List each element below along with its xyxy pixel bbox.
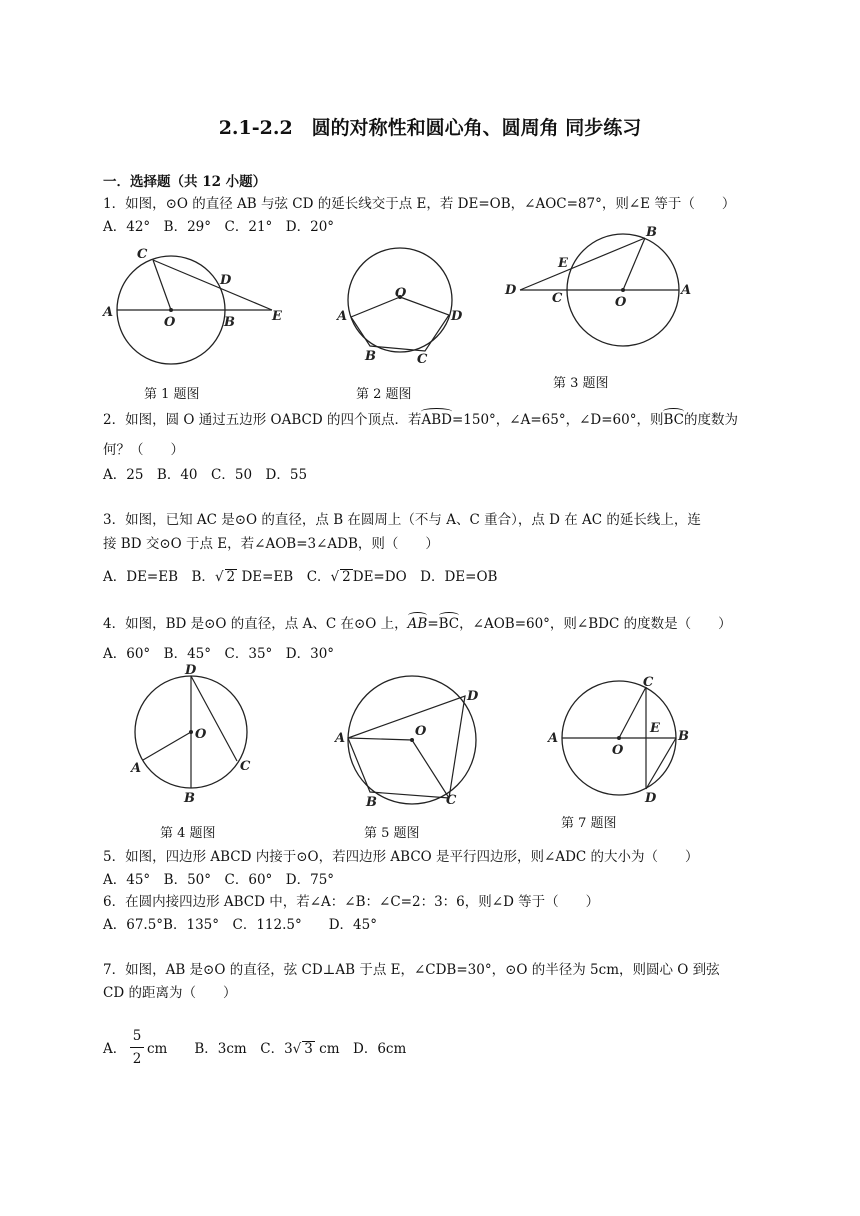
q2-stem-a: 2．如图，圆 O 通过五边形 OABCD 的四个顶点．若 [103, 412, 422, 428]
figure-3 [500, 222, 700, 372]
fig2-label-o: O [395, 286, 407, 301]
fig7-label-e: E [650, 721, 660, 736]
fig7-label-o: O [612, 743, 624, 758]
fig3-caption: 第 3 题图 [553, 376, 609, 391]
fig5-label-c: C [446, 793, 457, 808]
q3-stem-line2: 接 BD 交⊙O 于点 E，若∠AOB=3∠ADB，则（ ） [103, 536, 439, 552]
q7-stem-line1: 7．如图，AB 是⊙O 的直径，弦 CD⊥AB 于点 E，∠CDB=30°，⊙O 的半径为 5cm，则圆心 O 到弦 [103, 962, 720, 978]
q3-stem-line1: 3．如图，已知 AC 是⊙O 的直径，点 B 在圆周上（不与 A、C 重合），点 D 在 AC 的延长线上，连 [103, 512, 701, 528]
fig7-label-d: D [645, 791, 657, 806]
q2-options: A．25 B．40 C．50 D．55 [103, 467, 308, 483]
q7-opt-a-label: A． [103, 1041, 127, 1057]
figure-2 [330, 240, 470, 370]
q4-arc-ab: AB [407, 616, 428, 632]
fig5-label-o: O [415, 724, 427, 739]
fig2-label-c: C [417, 352, 428, 367]
q7-stem-line2: CD 的距离为（ ） [103, 985, 237, 1001]
q4-stem-b: ，∠AOB=60°，则∠BDC 的度数是（ ） [459, 616, 732, 632]
page-title: 2.1-2.2 圆的对称性和圆心角、圆周角 同步练习 [218, 117, 642, 139]
q4-stem [103, 615, 732, 633]
q7-frac-denominator: 2 [132, 1051, 142, 1067]
fig3-label-a: A [681, 283, 692, 298]
fig5-caption: 第 5 题图 [364, 826, 420, 841]
fig5-label-a: A [335, 731, 346, 746]
q5-options: A．45° B．50° C．60° D．75° [103, 872, 335, 888]
fig4-caption: 第 4 题图 [160, 826, 216, 841]
q2-stem-b: =150°，∠A=65°，∠D=60°，则 [451, 412, 664, 428]
fig3-label-c: C [552, 291, 563, 306]
q7-opt-a-unit: cm B．3cm C．3 [147, 1041, 293, 1057]
fig4-label-o: O [195, 727, 207, 742]
fig1-label-o: O [164, 315, 176, 330]
fig1-caption: 第 1 题图 [144, 387, 200, 402]
fig2-label-b: B [365, 349, 376, 364]
fig4-label-a: A [131, 761, 142, 776]
q4-options: A．60° B．45° C．35° D．30° [103, 646, 335, 662]
q2-arc-abd: ABD [421, 412, 452, 428]
q7-opt-c-unit: cm D．6cm [314, 1041, 407, 1057]
fig2-label-a: A [337, 309, 348, 324]
fig4-label-b: B [184, 791, 195, 806]
q3-opt-c: DE=DO D．DE=OB [352, 569, 498, 585]
q6-stem: 6．在圆内接四边形 ABCD 中，若∠A：∠B：∠C=2：3：6，则∠D 等于（ ） [103, 894, 600, 910]
fig2-label-d: D [451, 309, 463, 324]
q2-stem-c: 的度数为 [684, 412, 738, 428]
fig7-label-b: B [678, 729, 689, 744]
fig7-caption: 第 7 题图 [561, 816, 617, 831]
fig3-label-b: B [646, 225, 657, 240]
figure-1 [100, 240, 300, 380]
q2-stem-line2: 何？（ ） [103, 442, 184, 458]
fig5-label-b: B [366, 795, 377, 810]
fig4-label-d: D [185, 663, 197, 678]
fig4-label-c: C [240, 759, 251, 774]
fig1-label-b: B [224, 315, 235, 330]
q4-stem-a: 4．如图，BD 是⊙O 的直径，点 A、C 在⊙O 上， [103, 616, 408, 632]
fig1-label-d: D [220, 273, 232, 288]
fig1-label-e: E [272, 309, 282, 324]
q7-frac-bar [130, 1047, 144, 1048]
fig1-label-a: A [103, 305, 114, 320]
q7-options-rest: cm B．3cm C．3√ 3 cm D．6cm [147, 1041, 407, 1057]
q3-sqrt-c: 2 [342, 569, 351, 585]
section-heading: 一．选择题（共 12 小题） [103, 174, 267, 190]
q3-opt-b: DE=EB C． [241, 569, 331, 585]
q3-opt-a: A．DE=EB B． [103, 569, 215, 585]
q4-eq: = [427, 616, 439, 632]
q5-stem: 5．如图，四边形 ABCD 内接于⊙O，若四边形 ABCO 是平行四边形，则∠ADC 的大小为（ ） [103, 849, 699, 865]
q3-sqrt-b: 2 [226, 569, 236, 585]
figure-7 [540, 672, 710, 812]
fig3-label-e: E [558, 256, 568, 271]
figure-5 [333, 670, 493, 815]
fig1-label-c: C [137, 247, 148, 262]
fig5-label-d: D [467, 689, 479, 704]
fig3-label-d: D [505, 283, 517, 298]
q1-options: A．42° B．29° C．21° D．20° [103, 219, 335, 235]
q3-options: A．DE=EB B．√ 2 DE=EB C．√ 2 DE=DO D．DE=OB [103, 569, 498, 585]
q7-sqrt-c: 3 [304, 1041, 313, 1057]
fig7-label-a: A [548, 731, 559, 746]
fig3-label-o: O [615, 295, 627, 310]
q1-stem: 1．如图，⊙O 的直径 AB 与弦 CD 的延长线交于点 E，若 DE=OB，∠AOC=87°，则∠E 等于（ ） [103, 196, 736, 212]
q2-arc-bc: BC [663, 412, 684, 428]
q2-stem-line1 [103, 411, 738, 429]
figure-4 [125, 660, 265, 810]
q6-options: A．67.5°B．135° C．112.5° D．45° [103, 917, 377, 933]
fig7-label-c: C [643, 675, 654, 690]
q4-arc-bc: BC [438, 616, 460, 632]
fig2-caption: 第 2 题图 [356, 387, 412, 402]
q7-frac-numerator: 5 [132, 1028, 142, 1044]
